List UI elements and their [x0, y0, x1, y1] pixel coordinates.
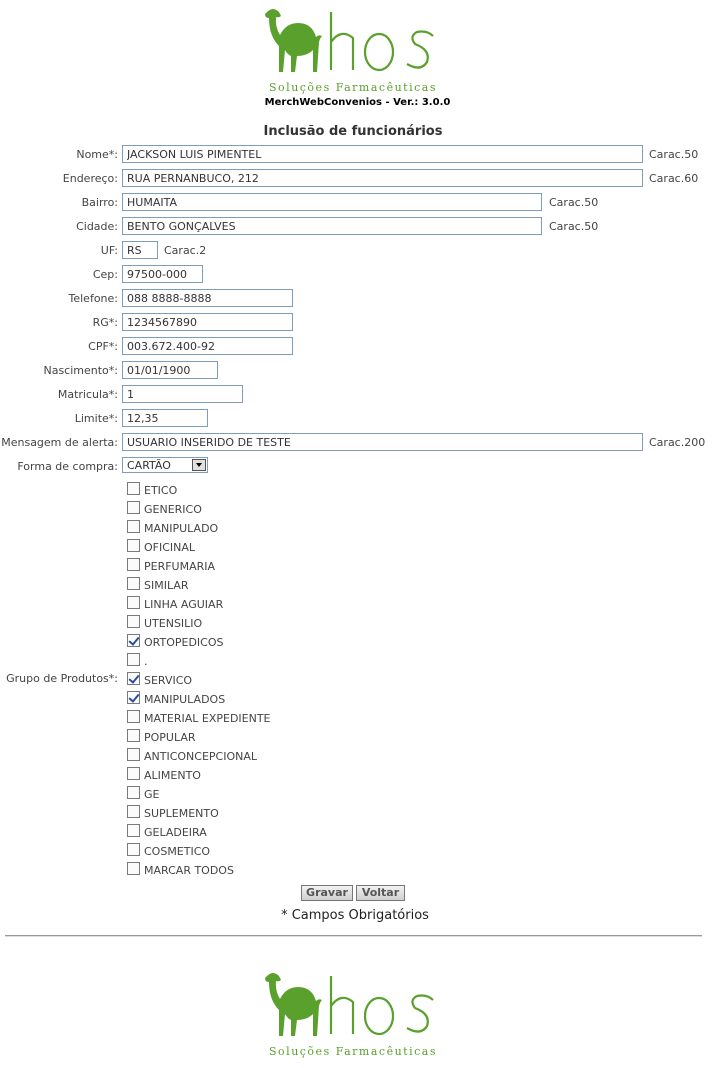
checkbox[interactable]: [127, 843, 140, 856]
nome-input[interactable]: [122, 145, 643, 163]
checkbox[interactable]: [127, 729, 140, 742]
uf-label: UF:: [100, 244, 118, 257]
field-row-limite: [0, 409, 710, 429]
checkbox-label: ORTOPEDICOS: [144, 636, 224, 649]
checkbox-label: MANIPULADOS: [144, 693, 226, 706]
forma-compra-value: CARTÃO: [127, 459, 171, 472]
back-button[interactable]: Voltar: [356, 885, 405, 901]
bairro-hint: Carac.50: [549, 196, 599, 209]
chevron-down-icon[interactable]: [192, 459, 206, 471]
checkbox[interactable]: [127, 862, 140, 875]
cidade-input[interactable]: [122, 217, 542, 235]
checkbox-label: OFICINAL: [144, 541, 196, 554]
field-row-matricula: [0, 385, 710, 405]
checkbox[interactable]: [127, 767, 140, 780]
endereco-hint: Carac.60: [649, 172, 699, 185]
checkbox[interactable]: [127, 634, 140, 647]
checkbox[interactable]: [127, 672, 140, 685]
checkbox-label: MANIPULADO: [144, 522, 219, 535]
rg-label: RG*:: [92, 316, 118, 329]
checkbox-label: GE: [144, 788, 160, 801]
field-row-nome: [0, 145, 710, 165]
forma-compra-select[interactable]: [122, 457, 208, 473]
page-title: Inclusão de funcionários: [263, 124, 443, 139]
nascimento-label: Nascimento*:: [43, 364, 118, 377]
field-row-cep: [0, 265, 710, 285]
checkbox-label: ETICO: [144, 484, 178, 497]
checkbox-label: SERVICO: [144, 674, 193, 687]
cpf-label: CPF*:: [88, 340, 118, 353]
footer-brand-tagline: Soluções Farmacêuticas: [269, 1045, 437, 1058]
checkbox[interactable]: [127, 596, 140, 609]
endereco-input[interactable]: [122, 169, 643, 187]
limite-label: Limite*:: [74, 412, 118, 425]
required-fields-note: * Campos Obrigatórios: [281, 908, 429, 923]
telefone-label: Telefone:: [68, 292, 118, 305]
telefone-input[interactable]: [122, 289, 293, 307]
checkbox-label: POPULAR: [144, 731, 196, 744]
field-row-rg: [0, 313, 710, 333]
limite-input[interactable]: [122, 409, 208, 427]
checkbox[interactable]: [127, 520, 140, 533]
nome-hint: Carac.50: [649, 148, 699, 161]
cep-input[interactable]: [122, 265, 203, 283]
checkbox-label: GELADEIRA: [144, 826, 207, 839]
cpf-input[interactable]: [122, 337, 293, 355]
checkbox-label: ANTICONCEPCIONAL: [144, 750, 258, 763]
checkbox[interactable]: [127, 710, 140, 723]
checkbox[interactable]: [127, 824, 140, 837]
checkbox-label: UTENSILIO: [144, 617, 203, 630]
nome-label: Nome*:: [76, 148, 118, 161]
checkbox[interactable]: [127, 748, 140, 761]
footer-logo: [253, 968, 453, 1060]
field-row-nascimento: [0, 361, 710, 381]
checkbox-label: SIMILAR: [144, 579, 189, 592]
field-row-mensagem: [0, 433, 710, 453]
save-button[interactable]: Gravar: [301, 885, 353, 901]
checkbox[interactable]: [127, 691, 140, 704]
checkbox[interactable]: [127, 805, 140, 818]
cep-label: Cep:: [92, 268, 118, 281]
uf-hint: Carac.2: [164, 244, 207, 257]
checkbox-label: SUPLEMENTO: [144, 807, 219, 820]
checkbox-label: MATERIAL EXPEDIENTE: [144, 712, 271, 725]
uf-input[interactable]: [122, 241, 158, 259]
bairro-label: Bairro:: [81, 196, 118, 209]
checkbox[interactable]: [127, 482, 140, 495]
checkbox[interactable]: [127, 653, 140, 666]
checkbox-label: GENERICO: [144, 503, 202, 516]
field-row-bairro: [0, 193, 710, 213]
checkbox-label: COSMETICO: [144, 845, 211, 858]
field-row-forma-compra: [0, 457, 710, 477]
checkbox[interactable]: [127, 577, 140, 590]
mensagem-alerta-input[interactable]: [122, 433, 643, 451]
matricula-input[interactable]: [122, 385, 243, 403]
mensagem-hint: Carac.200: [649, 436, 706, 449]
checkbox-label: PERFUMARIA: [144, 560, 216, 573]
checkbox[interactable]: [127, 501, 140, 514]
checkbox[interactable]: [127, 615, 140, 628]
field-row-telefone: [0, 289, 710, 309]
checkbox-label: ALIMENTO: [144, 769, 201, 782]
checkbox-label: .: [144, 655, 148, 668]
rg-input[interactable]: [122, 313, 293, 331]
checkbox[interactable]: [127, 539, 140, 552]
divider: [5, 935, 702, 937]
field-row-cidade: [0, 217, 710, 237]
checkbox-label: MARCAR TODOS: [144, 864, 234, 877]
brand-logo: [253, 4, 453, 96]
cidade-label: Cidade:: [76, 220, 118, 233]
grupo-produtos-label: Grupo de Produtos*:: [6, 672, 118, 685]
field-row-endereco: [0, 169, 710, 189]
field-row-uf: [0, 241, 710, 261]
brand-tagline: Soluções Farmacêuticas: [269, 81, 437, 94]
matricula-label: Matricula*:: [57, 388, 118, 401]
checkbox[interactable]: [127, 786, 140, 799]
app-version: MerchWebConvenios - Ver.: 3.0.0: [264, 97, 451, 108]
checkbox[interactable]: [127, 558, 140, 571]
bairro-input[interactable]: [122, 193, 542, 211]
mensagem-label: Mensagem de alerta:: [1, 436, 118, 449]
nascimento-input[interactable]: [122, 361, 218, 379]
field-row-cpf: [0, 337, 710, 357]
checkbox-label: LINHA AGUIAR: [144, 598, 224, 611]
cidade-hint: Carac.50: [549, 220, 599, 233]
endereco-label: Endereço:: [62, 172, 118, 185]
forma-compra-label: Forma de compra:: [17, 460, 118, 473]
